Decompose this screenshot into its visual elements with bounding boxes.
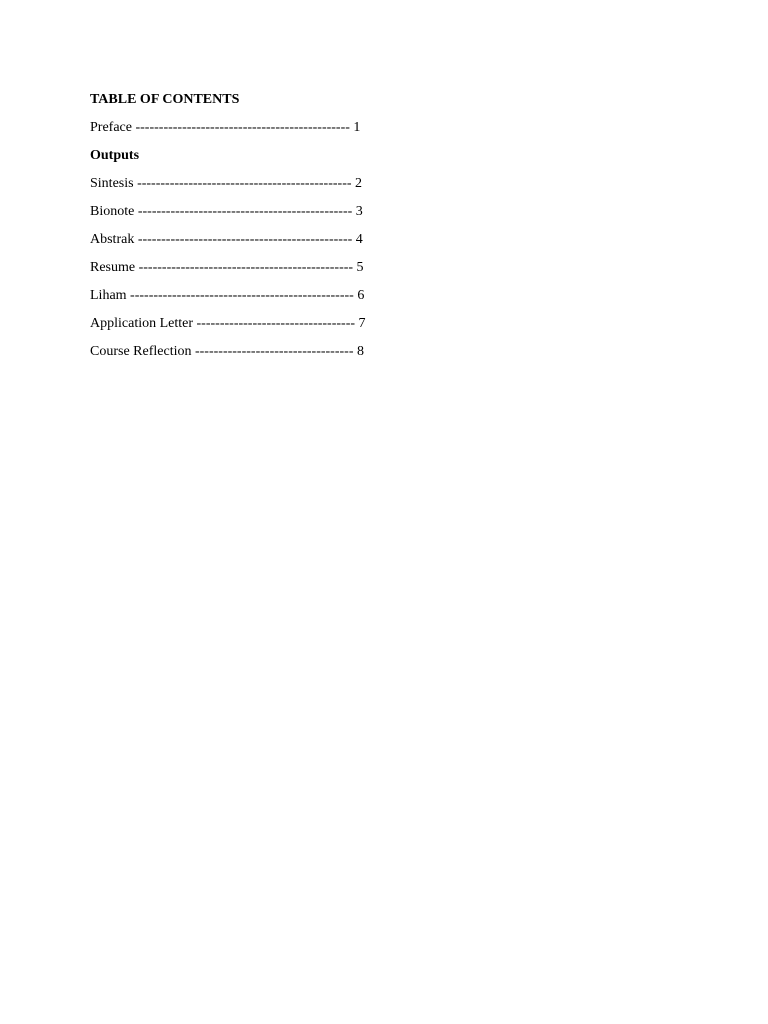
table-of-contents: [90, 90, 366, 362]
toc-entry: Sintesis ---------------------------------------------- 2: [90, 176, 363, 191]
toc-entry: Application Letter ---------------------------------- 7: [90, 316, 366, 331]
toc-entry: Abstrak ---------------------------------------------- 4: [90, 232, 363, 247]
toc-entry: Course Reflection ---------------------------------- 8: [90, 344, 364, 359]
toc-entry: Liham ------------------------------------------------ 6: [90, 288, 365, 303]
toc-entry: Resume ---------------------------------------------- 5: [90, 260, 364, 275]
toc-entry: Bionote ---------------------------------------------- 3: [90, 204, 363, 219]
toc-section-heading: Outputs: [90, 148, 140, 163]
toc-entry-preface: Preface ---------------------------------------------- 1: [90, 120, 361, 135]
toc-title: TABLE OF CONTENTS: [90, 92, 240, 107]
